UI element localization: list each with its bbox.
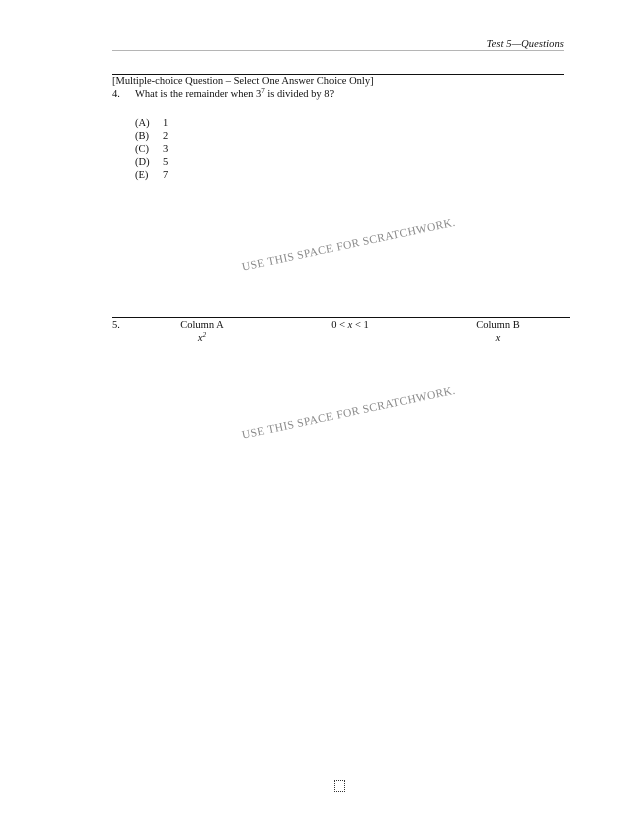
question-4-divider bbox=[112, 74, 564, 75]
column-a-base: x bbox=[197, 333, 203, 344]
question-4-text bbox=[135, 89, 334, 100]
page-footer-box-icon bbox=[334, 780, 345, 792]
question-4-exponent: 7 bbox=[261, 87, 265, 95]
column-a-value bbox=[170, 333, 234, 344]
choice-letter: (E) bbox=[135, 170, 149, 181]
condition-variable: x bbox=[347, 320, 353, 331]
page-header-title: Test 5—Questions bbox=[486, 39, 564, 50]
question-4-text-before: What is the remainder when 3 bbox=[135, 89, 262, 100]
choice-letter: (B) bbox=[135, 131, 149, 142]
choice-value: 2 bbox=[163, 131, 169, 142]
question-5-number: 5. bbox=[112, 320, 120, 331]
scratchwork-note: USE THIS SPACE FOR SCRATCHWORK. bbox=[241, 216, 457, 274]
question-4-type-label: [Multiple-choice Question – Select One Answer Choice Only] bbox=[112, 76, 374, 87]
header-divider bbox=[112, 50, 564, 51]
condition-left: 0 < bbox=[331, 320, 348, 331]
scratchwork-note: USE THIS SPACE FOR SCRATCHWORK. bbox=[241, 384, 457, 442]
column-a-exponent: 2 bbox=[202, 331, 207, 339]
question-5-condition bbox=[310, 320, 390, 331]
condition-right: < 1 bbox=[352, 320, 369, 331]
choice-letter: (A) bbox=[135, 118, 150, 129]
choice-letter: (D) bbox=[135, 157, 150, 168]
choice-value: 1 bbox=[163, 118, 169, 129]
column-b-label: Column B bbox=[476, 320, 520, 331]
choice-value: 5 bbox=[163, 157, 169, 168]
question-4-text-after: is divided by 8? bbox=[264, 89, 335, 100]
column-b-value: x bbox=[495, 333, 501, 344]
question-4-number: 4. bbox=[112, 89, 120, 100]
choice-letter: (C) bbox=[135, 144, 149, 155]
choice-value: 7 bbox=[163, 170, 169, 181]
column-a-label: Column A bbox=[180, 320, 224, 331]
question-5-divider bbox=[112, 317, 570, 318]
choice-value: 3 bbox=[163, 144, 169, 155]
